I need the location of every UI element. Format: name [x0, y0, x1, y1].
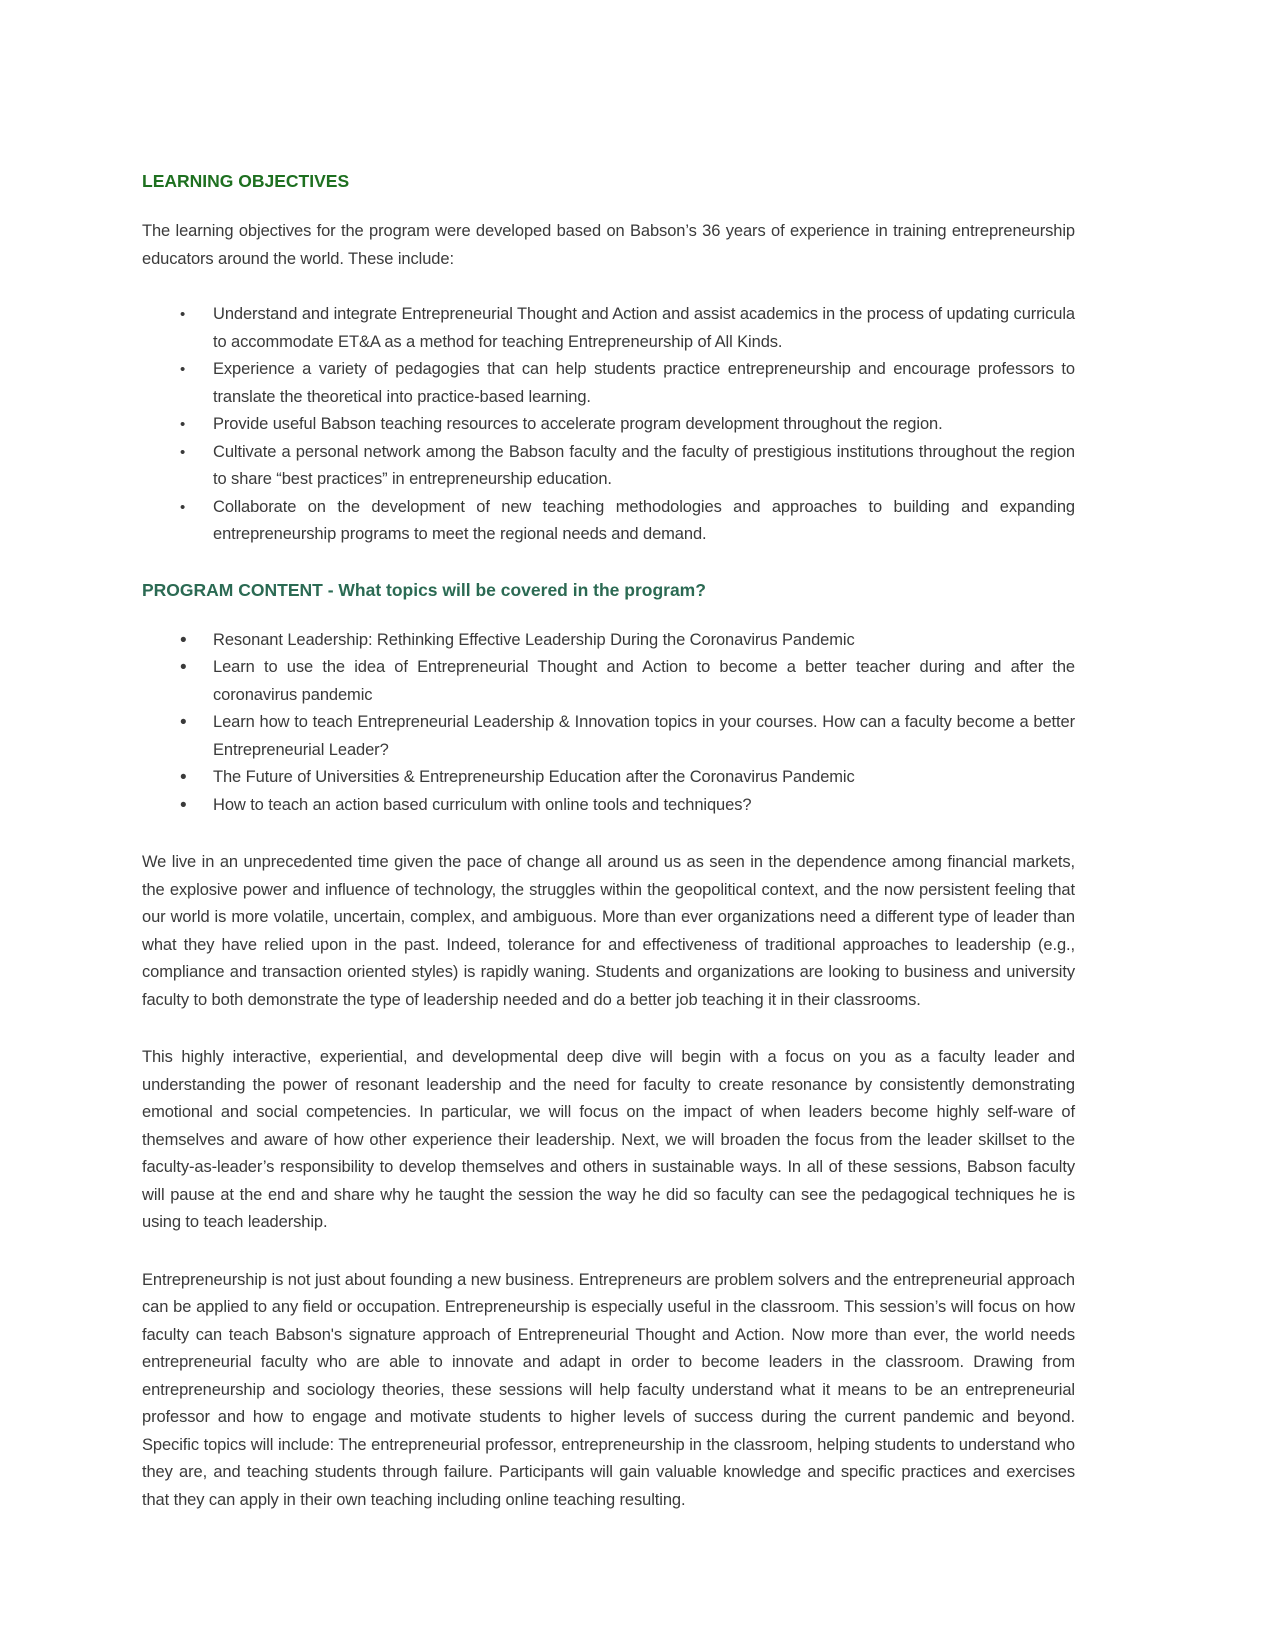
list-item: [142, 627, 1075, 655]
bullet-icon: •: [180, 306, 186, 323]
bullet-icon: •: [180, 443, 186, 461]
body-paragraph-2: This highly interactive, experiential, and developmental deep dive will begin with a focus on you as a faculty leader and understanding the power of resonant leadership and the need for faculty to create resonance by consistently demonstrating emotional and social competencies. In particular, we will focus on the impact of when leaders become highly self-ware of themselves and aware of how other experience their leadership. Next, we will broaden the focus from the leader skillset to the faculty-as-leader’s responsibility to develop themselves and others in sustainable ways. In all of these sessions, Babson faculty will pause at the end and share why he taught the session the way he did so faculty can see the pedagogical techniques he is using to teach leadership.: [142, 1048, 1075, 1231]
bullet-icon: •: [180, 712, 187, 733]
program-content-heading: PROGRAM CONTENT - What topics will be covered in the program?: [142, 579, 706, 600]
body-paragraph-1: We live in an unprecedented time given the pace of change all around us as seen in the dependence among financial markets, the explosive power and influence of technology, the struggles within the geopolitical context, and the now persistent feeling that our world is more volatile, uncertain, complex, and ambiguous. More than ever organizations need a different type of leader than what they have relied upon in the past. Indeed, tolerance for and effectiveness of traditional approaches to leadership (e.g., compliance and transaction oriented styles) is rapidly waning. Students and organizations are looking to business and university faculty to both demonstrate the type of leadership needed and do a better job teaching it in their classrooms.: [142, 853, 1075, 1009]
list-item: [142, 356, 1075, 411]
bullet-icon: •: [180, 498, 186, 516]
list-item-text: Understand and integrate Entrepreneurial Thought and Action and assist academics in the process of updating curricula to accommodate ET&A as a method for teaching Entrepreneurship of All Kinds.: [213, 305, 1075, 351]
learning-objectives-heading: LEARNING OBJECTIVES: [142, 171, 350, 191]
list-item-text: Resonant Leadership: Rethinking Effective Leadership During the Coronavirus Pandemic: [213, 630, 855, 649]
bullet-icon: •: [180, 767, 187, 788]
list-item: [142, 792, 1075, 820]
list-item-text: How to teach an action based curriculum with online tools and techniques?: [213, 795, 752, 814]
document-body: [142, 170, 1075, 1514]
list-item-text: Provide useful Babson teaching resources to accelerate program development throughout the region.: [213, 415, 943, 433]
learning-objectives-intro: The learning objectives for the program were developed based on Babson’s 36 years of experience in training entrepreneurship educators around the world. These include:: [142, 222, 1075, 268]
list-item: [142, 439, 1075, 494]
list-item-text: Learn how to teach Entrepreneurial Leadership & Innovation topics in your courses. How can a faculty become a better Entrepreneurial Leader?: [213, 713, 1075, 759]
list-item: [142, 709, 1075, 764]
bullet-icon: •: [180, 629, 187, 651]
list-item: [142, 764, 1075, 792]
program-content-list: [142, 627, 1075, 820]
list-item: [142, 301, 1075, 356]
bullet-icon: •: [180, 794, 187, 816]
bullet-icon: •: [180, 361, 186, 378]
bullet-icon: •: [180, 416, 186, 433]
body-paragraph-3: Entrepreneurship is not just about founding a new business. Entrepreneurs are problem solvers and the entrepreneurial approach can be applied to any field or occupation. Entrepreneurship is especially useful in the classroom. This session’s will focus on how faculty can teach Babson's signature approach of Entrepreneurial Thought and Action. Now more than ever, the world needs entrepreneurial faculty who are able to innovate and adapt in order to become leaders in the classroom. Drawing from entrepreneurship and sociology theories, these sessions will help faculty understand what it means to be an entrepreneurial professor and how to engage and motivate students to higher levels of success during the current pandemic and beyond. Specific topics will include: The entrepreneurial professor, entrepreneurship in the classroom, helping students to understand who they are, and teaching students through failure. Participants will gain valuable knowledge and specific practices and exercises that they can apply in their own teaching including online teaching resulting.: [142, 1270, 1075, 1509]
list-item-text: The Future of Universities & Entrepreneurship Education after the Coronavirus Pandemic: [213, 768, 855, 786]
list-item: [142, 494, 1075, 549]
learning-objectives-list: [142, 301, 1075, 549]
bullet-icon: •: [180, 657, 187, 678]
list-item: [142, 411, 1075, 439]
list-item-text: Experience a variety of pedagogies that can help students practice entrepreneurship and encourage professors to translate the theoretical into practice-based learning.: [213, 360, 1075, 406]
list-item-text: Learn to use the idea of Entrepreneurial Thought and Action to become a better teacher during and after the coronavirus pandemic: [213, 658, 1075, 704]
list-item-text: Cultivate a personal network among the Babson faculty and the faculty of prestigious institutions throughout the region to share “best practices” in entrepreneurship education.: [213, 442, 1075, 488]
list-item: [142, 654, 1075, 709]
list-item-text: Collaborate on the development of new teaching methodologies and approaches to building and expanding entrepreneurship programs to meet the regional needs and demand.: [213, 497, 1075, 543]
